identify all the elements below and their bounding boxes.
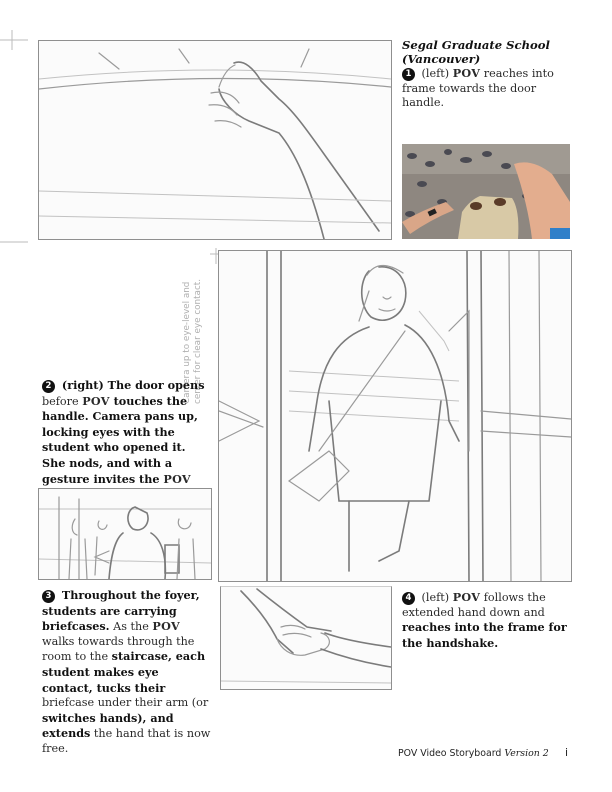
hand-reaching-sketch — [39, 41, 391, 239]
caption-segment: POV — [82, 393, 110, 408]
crop-mark-icon — [0, 30, 30, 50]
footer-title: POV Video Storyboard — [398, 748, 502, 759]
foyer-students-sketch — [39, 489, 211, 579]
storyboard-frame-4 — [220, 586, 392, 690]
caption-segment: staircase, each student makes eye contact, tucks their — [42, 649, 206, 695]
page-number: i — [565, 746, 569, 759]
caption-segment: POV — [452, 66, 481, 80]
camera-margin-note: Camera up to eye-level and center for clear eye contact. — [182, 278, 203, 404]
caption-segment: reaches into frame towards the door handle. — [402, 67, 554, 110]
crop-mark-icon — [0, 232, 30, 252]
caption-segment: POV — [152, 619, 180, 634]
footer-label — [398, 748, 549, 759]
caption-segment: reaches into the frame for the handshake. — [402, 620, 567, 650]
panel-number-badge-icon: 4 — [402, 592, 415, 605]
panel-4-caption — [402, 590, 574, 651]
pigeons-photo — [402, 144, 570, 239]
storyboard-frame-1 — [38, 40, 392, 240]
caption-segment: touches the handle. Camera pans up, locking eyes with the student who opened it. She nods, and with a gesture invites the — [42, 393, 198, 486]
reference-photo — [402, 144, 570, 239]
caption-segment: POV — [163, 471, 191, 486]
caption-segment: As the — [109, 620, 153, 634]
caption-segment: (left) — [418, 67, 453, 80]
panel-number-badge-icon: 3 — [42, 590, 55, 603]
page-title: Segal Graduate School (Vancouver) — [402, 38, 550, 66]
panel-2-caption — [42, 378, 210, 503]
caption-segment: POV — [452, 590, 481, 604]
caption-segment: (right) The door opens — [58, 378, 205, 392]
panel-number-badge-icon: 1 — [402, 68, 415, 81]
caption-segment: before — [42, 394, 83, 408]
caption-segment: (left) — [418, 591, 453, 604]
panel-3-caption — [42, 588, 212, 757]
caption-segment: walks towards through the room to the — [42, 634, 195, 664]
caption-segment: switches hands), and extends — [42, 710, 174, 741]
panel-number-badge-icon: 2 — [42, 380, 55, 393]
storyboard-frame-2 — [218, 250, 572, 582]
caption-segment: follows the extended hand down and — [402, 591, 546, 619]
storyboard-frame-3 — [38, 488, 212, 580]
caption-segment: briefcase under their arm (or — [42, 696, 209, 710]
handshake-sketch — [221, 587, 391, 689]
panel-1-caption — [402, 66, 577, 111]
caption-segment: Throughout the foyer, students are carrying briefcases. — [42, 588, 200, 634]
caption-segment: the hand that is now free. — [42, 727, 211, 755]
footer-version: Version 2 — [504, 748, 549, 759]
student-at-door-sketch — [219, 251, 571, 581]
